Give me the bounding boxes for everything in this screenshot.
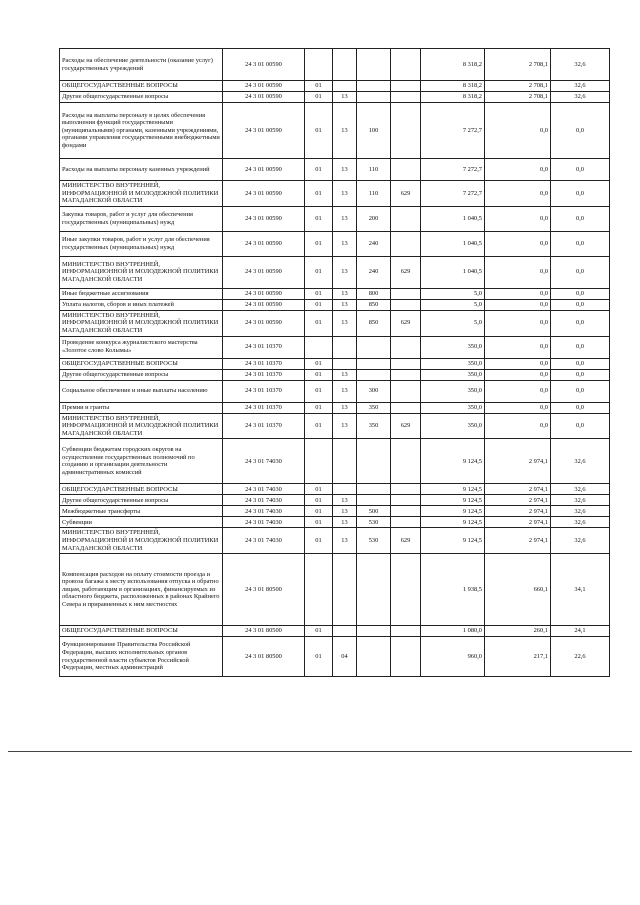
cell-fact: 0,0 — [485, 288, 551, 299]
cell-name: Межбюджетные трансферты — [60, 506, 223, 517]
cell-sub: 13 — [333, 256, 357, 288]
cell-plan: 7 272,7 — [421, 181, 485, 207]
cell-plan: 350,0 — [421, 369, 485, 380]
cell-plan: 960,0 — [421, 637, 485, 677]
cell-code: 24 3 01 00590 — [223, 299, 305, 310]
cell-code: 24 3 01 80500 — [223, 554, 305, 626]
cell-name: Функционирование Правительства Российской Федерации, высших исполнительных органов государственной власти субъектов Российской Федерации, местных администраций — [60, 637, 223, 677]
cell-name: МИНИСТЕРСТВО ВНУТРЕННЕЙ, ИНФОРМАЦИОННОЙ И МОЛОДЕЖНОЙ ПОЛИТИКИ МАГАДАНСКОЙ ОБЛАСТИ — [60, 528, 223, 554]
cell-sub: 13 — [333, 92, 357, 103]
cell-gr — [391, 358, 421, 369]
cell-code: 24 3 01 80500 — [223, 626, 305, 637]
cell-gr: 629 — [391, 528, 421, 554]
cell-gr — [391, 506, 421, 517]
cell-sub — [333, 626, 357, 637]
cell-fact: 2 708,1 — [485, 92, 551, 103]
cell-fact: 2 974,1 — [485, 439, 551, 484]
cell-fact: 660,1 — [485, 554, 551, 626]
cell-gr — [391, 439, 421, 484]
cell-code: 24 3 01 00590 — [223, 81, 305, 92]
cell-gr — [391, 495, 421, 506]
cell-plan: 1 938,5 — [421, 554, 485, 626]
cell-vr — [357, 554, 391, 626]
table-row — [60, 626, 610, 637]
cell-name: Субвенции бюджетам городских округов на осуществление государственных полномочий по созданию и организации деятельности административных комиссий — [60, 439, 223, 484]
cell-sub — [333, 439, 357, 484]
cell-pct: 32,6 — [551, 517, 610, 528]
cell-plan: 350,0 — [421, 380, 485, 402]
cell-code: 24 3 01 74030 — [223, 506, 305, 517]
cell-name: Иные закупки товаров, работ и услуг для обеспечения государственных (муниципальных) нужд — [60, 231, 223, 256]
table-row — [60, 103, 610, 159]
cell-sec: 01 — [305, 206, 333, 231]
table-row — [60, 506, 610, 517]
cell-fact: 2 708,1 — [485, 81, 551, 92]
cell-sec: 01 — [305, 402, 333, 413]
cell-gr — [391, 81, 421, 92]
cell-pct: 0,0 — [551, 181, 610, 207]
cell-vr — [357, 92, 391, 103]
cell-name: Компенсация расходов на оплату стоимости проезда и провоза багажа к месту использования отпуска и обратно лицам, работающим в организациях, финансируемых из областного бюджета, расположенных в районах Крайнего Севера и приравненных к ним местностях — [60, 554, 223, 626]
table-row — [60, 413, 610, 439]
cell-sec: 01 — [305, 517, 333, 528]
cell-pct: 0,0 — [551, 103, 610, 159]
cell-name: Социальное обеспечение и иные выплаты населению — [60, 380, 223, 402]
cell-pct: 32,6 — [551, 92, 610, 103]
cell-plan: 9 124,5 — [421, 439, 485, 484]
cell-plan: 8 318,2 — [421, 92, 485, 103]
cell-sec: 01 — [305, 92, 333, 103]
cell-name: Субвенции — [60, 517, 223, 528]
cell-gr — [391, 336, 421, 358]
cell-sub: 04 — [333, 637, 357, 677]
cell-pct: 0,0 — [551, 413, 610, 439]
table-row — [60, 358, 610, 369]
cell-sub: 13 — [333, 506, 357, 517]
cell-vr — [357, 336, 391, 358]
cell-code: 24 3 01 00590 — [223, 256, 305, 288]
table-row — [60, 81, 610, 92]
cell-vr — [357, 369, 391, 380]
cell-plan: 7 272,7 — [421, 103, 485, 159]
table-row — [60, 554, 610, 626]
cell-name: Закупка товаров, работ и услуг для обеспечения государственных (муниципальных) нужд — [60, 206, 223, 231]
cell-gr — [391, 626, 421, 637]
cell-fact: 2 974,1 — [485, 517, 551, 528]
cell-sec — [305, 336, 333, 358]
cell-code: 24 3 01 10370 — [223, 358, 305, 369]
cell-fact: 2 708,1 — [485, 49, 551, 81]
cell-vr — [357, 358, 391, 369]
cell-name: ОБЩЕГОСУДАРСТВЕННЫЕ ВОПРОСЫ — [60, 81, 223, 92]
cell-vr — [357, 439, 391, 484]
table-row — [60, 231, 610, 256]
cell-code: 24 3 01 74030 — [223, 495, 305, 506]
cell-plan: 350,0 — [421, 413, 485, 439]
cell-sec — [305, 554, 333, 626]
cell-code: 24 3 01 10370 — [223, 413, 305, 439]
cell-sec: 01 — [305, 81, 333, 92]
cell-pct: 0,0 — [551, 380, 610, 402]
cell-gr — [391, 554, 421, 626]
cell-fact: 0,0 — [485, 159, 551, 181]
cell-pct: 32,6 — [551, 81, 610, 92]
cell-gr — [391, 299, 421, 310]
cell-gr — [391, 288, 421, 299]
cell-code: 24 3 01 00590 — [223, 103, 305, 159]
cell-vr: 530 — [357, 517, 391, 528]
cell-plan: 9 124,5 — [421, 484, 485, 495]
cell-vr: 350 — [357, 413, 391, 439]
cell-pct: 32,6 — [551, 49, 610, 81]
cell-plan: 9 124,5 — [421, 506, 485, 517]
table-body — [60, 49, 610, 677]
cell-gr — [391, 92, 421, 103]
cell-gr — [391, 49, 421, 81]
table-row — [60, 369, 610, 380]
cell-code: 24 3 01 74030 — [223, 484, 305, 495]
cell-pct: 32,6 — [551, 506, 610, 517]
cell-sec: 01 — [305, 103, 333, 159]
cell-vr — [357, 49, 391, 81]
cell-fact: 0,0 — [485, 256, 551, 288]
cell-gr — [391, 637, 421, 677]
cell-vr: 240 — [357, 256, 391, 288]
cell-name: Другие общегосударственные вопросы — [60, 369, 223, 380]
cell-plan: 7 272,7 — [421, 159, 485, 181]
cell-code: 24 3 01 00590 — [223, 181, 305, 207]
cell-sec: 01 — [305, 358, 333, 369]
cell-name: Иные бюджетные ассигнования — [60, 288, 223, 299]
cell-sub: 13 — [333, 206, 357, 231]
cell-pct: 32,6 — [551, 484, 610, 495]
cell-sec: 01 — [305, 299, 333, 310]
cell-vr: 350 — [357, 402, 391, 413]
cell-gr: 629 — [391, 413, 421, 439]
table-row — [60, 517, 610, 528]
cell-name: Расходы на выплаты персоналу казенных учреждений — [60, 159, 223, 181]
cell-fact: 0,0 — [485, 181, 551, 207]
cell-pct: 24,1 — [551, 626, 610, 637]
table-row — [60, 439, 610, 484]
cell-plan: 5,0 — [421, 310, 485, 336]
cell-pct: 0,0 — [551, 206, 610, 231]
cell-pct: 34,1 — [551, 554, 610, 626]
cell-fact: 0,0 — [485, 413, 551, 439]
cell-sec: 01 — [305, 288, 333, 299]
cell-pct: 0,0 — [551, 402, 610, 413]
page-bottom-rule — [8, 751, 632, 752]
cell-name: МИНИСТЕРСТВО ВНУТРЕННЕЙ, ИНФОРМАЦИОННОЙ И МОЛОДЕЖНОЙ ПОЛИТИКИ МАГАДАНСКОЙ ОБЛАСТИ — [60, 413, 223, 439]
cell-sub: 13 — [333, 159, 357, 181]
cell-gr — [391, 484, 421, 495]
cell-sec: 01 — [305, 484, 333, 495]
cell-plan: 350,0 — [421, 358, 485, 369]
cell-sub — [333, 484, 357, 495]
cell-fact: 2 974,1 — [485, 495, 551, 506]
cell-vr: 530 — [357, 528, 391, 554]
cell-fact: 0,0 — [485, 336, 551, 358]
cell-fact: 0,0 — [485, 299, 551, 310]
table-row — [60, 495, 610, 506]
cell-gr — [391, 159, 421, 181]
cell-sub: 13 — [333, 103, 357, 159]
cell-fact: 0,0 — [485, 231, 551, 256]
table-row — [60, 92, 610, 103]
cell-fact: 260,1 — [485, 626, 551, 637]
cell-vr — [357, 637, 391, 677]
cell-plan: 1 040,5 — [421, 256, 485, 288]
cell-gr — [391, 231, 421, 256]
cell-pct: 0,0 — [551, 358, 610, 369]
cell-name: МИНИСТЕРСТВО ВНУТРЕННЕЙ, ИНФОРМАЦИОННОЙ И МОЛОДЕЖНОЙ ПОЛИТИКИ МАГАДАНСКОЙ ОБЛАСТИ — [60, 181, 223, 207]
cell-sub: 13 — [333, 517, 357, 528]
cell-plan: 9 124,5 — [421, 528, 485, 554]
cell-sub: 13 — [333, 495, 357, 506]
table-row — [60, 528, 610, 554]
cell-sec: 01 — [305, 256, 333, 288]
cell-code: 24 3 01 10370 — [223, 369, 305, 380]
cell-vr: 500 — [357, 506, 391, 517]
cell-sub — [333, 336, 357, 358]
cell-sec: 01 — [305, 495, 333, 506]
cell-pct: 0,0 — [551, 256, 610, 288]
cell-gr — [391, 402, 421, 413]
cell-fact: 2 974,1 — [485, 506, 551, 517]
cell-name: Другие общегосударственные вопросы — [60, 495, 223, 506]
cell-sub: 13 — [333, 369, 357, 380]
cell-code: 24 3 01 00590 — [223, 206, 305, 231]
cell-plan: 1 040,5 — [421, 231, 485, 256]
table-row — [60, 637, 610, 677]
cell-code: 24 3 01 00590 — [223, 310, 305, 336]
table-row — [60, 181, 610, 207]
cell-fact: 2 974,1 — [485, 528, 551, 554]
cell-name: ОБЩЕГОСУДАРСТВЕННЫЕ ВОПРОСЫ — [60, 484, 223, 495]
cell-plan: 9 124,5 — [421, 517, 485, 528]
cell-fact: 0,0 — [485, 358, 551, 369]
cell-sec: 01 — [305, 637, 333, 677]
cell-sec: 01 — [305, 369, 333, 380]
cell-vr: 850 — [357, 299, 391, 310]
cell-code: 24 3 01 00590 — [223, 231, 305, 256]
cell-vr: 110 — [357, 181, 391, 207]
cell-pct: 22,6 — [551, 637, 610, 677]
table-row — [60, 484, 610, 495]
cell-vr: 850 — [357, 310, 391, 336]
cell-fact: 0,0 — [485, 402, 551, 413]
cell-fact: 217,1 — [485, 637, 551, 677]
table-row — [60, 310, 610, 336]
cell-gr: 629 — [391, 256, 421, 288]
table-row — [60, 299, 610, 310]
cell-code: 24 3 01 00590 — [223, 92, 305, 103]
cell-fact: 0,0 — [485, 380, 551, 402]
cell-code: 24 3 01 74030 — [223, 439, 305, 484]
cell-vr — [357, 81, 391, 92]
cell-gr — [391, 103, 421, 159]
cell-sec: 01 — [305, 159, 333, 181]
cell-plan: 8 318,2 — [421, 81, 485, 92]
cell-sec: 01 — [305, 310, 333, 336]
cell-name: Уплата налогов, сборов и иных платежей — [60, 299, 223, 310]
cell-code: 24 3 01 74030 — [223, 517, 305, 528]
cell-name: Другие общегосударственные вопросы — [60, 92, 223, 103]
cell-code: 24 3 01 10370 — [223, 402, 305, 413]
cell-vr — [357, 484, 391, 495]
cell-sub — [333, 554, 357, 626]
cell-sec — [305, 439, 333, 484]
cell-name: Проведение конкурса журналистского мастерства «Золотое слово Колымы» — [60, 336, 223, 358]
table-row — [60, 402, 610, 413]
cell-gr — [391, 369, 421, 380]
cell-name: МИНИСТЕРСТВО ВНУТРЕННЕЙ, ИНФОРМАЦИОННОЙ И МОЛОДЕЖНОЙ ПОЛИТИКИ МАГАДАНСКОЙ ОБЛАСТИ — [60, 310, 223, 336]
cell-gr: 629 — [391, 181, 421, 207]
cell-plan: 8 318,2 — [421, 49, 485, 81]
cell-pct: 32,6 — [551, 439, 610, 484]
cell-vr: 240 — [357, 231, 391, 256]
cell-name: Премии и гранты — [60, 402, 223, 413]
cell-vr — [357, 626, 391, 637]
cell-sub: 13 — [333, 380, 357, 402]
cell-sec: 01 — [305, 506, 333, 517]
cell-vr: 800 — [357, 288, 391, 299]
cell-sub — [333, 358, 357, 369]
cell-vr — [357, 495, 391, 506]
cell-sub: 13 — [333, 528, 357, 554]
cell-code: 24 3 01 80500 — [223, 637, 305, 677]
cell-code: 24 3 01 10370 — [223, 336, 305, 358]
cell-fact: 2 974,1 — [485, 484, 551, 495]
cell-sec: 01 — [305, 626, 333, 637]
cell-code: 24 3 01 10370 — [223, 380, 305, 402]
cell-fact: 0,0 — [485, 310, 551, 336]
cell-plan: 350,0 — [421, 336, 485, 358]
table-row — [60, 256, 610, 288]
cell-sec — [305, 49, 333, 81]
cell-fact: 0,0 — [485, 103, 551, 159]
cell-code: 24 3 01 00590 — [223, 49, 305, 81]
cell-gr — [391, 517, 421, 528]
cell-name: ОБЩЕГОСУДАРСТВЕННЫЕ ВОПРОСЫ — [60, 626, 223, 637]
cell-pct: 0,0 — [551, 299, 610, 310]
cell-sub: 13 — [333, 413, 357, 439]
table-row — [60, 206, 610, 231]
cell-pct: 0,0 — [551, 288, 610, 299]
cell-sec: 01 — [305, 231, 333, 256]
cell-gr — [391, 380, 421, 402]
cell-pct: 32,6 — [551, 528, 610, 554]
cell-sub: 13 — [333, 402, 357, 413]
cell-plan: 9 124,5 — [421, 495, 485, 506]
cell-name: Расходы на выплаты персоналу в целях обеспечения выполнения функций государственными (муниципальными) органами, казенными учреждениями, органами управления государственными внебюджетными фондами — [60, 103, 223, 159]
cell-sub — [333, 81, 357, 92]
cell-vr: 110 — [357, 159, 391, 181]
cell-sub — [333, 49, 357, 81]
table-row — [60, 288, 610, 299]
cell-fact: 0,0 — [485, 206, 551, 231]
table-row — [60, 380, 610, 402]
cell-code: 24 3 01 00590 — [223, 159, 305, 181]
cell-vr: 100 — [357, 103, 391, 159]
cell-pct: 0,0 — [551, 231, 610, 256]
cell-sec: 01 — [305, 413, 333, 439]
cell-sub: 13 — [333, 231, 357, 256]
cell-plan: 350,0 — [421, 402, 485, 413]
cell-vr: 200 — [357, 206, 391, 231]
cell-pct: 32,6 — [551, 495, 610, 506]
table-row — [60, 159, 610, 181]
cell-pct: 0,0 — [551, 369, 610, 380]
cell-plan: 5,0 — [421, 299, 485, 310]
cell-plan: 5,0 — [421, 288, 485, 299]
cell-pct: 0,0 — [551, 159, 610, 181]
table-row — [60, 336, 610, 358]
cell-pct: 0,0 — [551, 336, 610, 358]
cell-name: Расходы на обеспечение деятельности (оказание услуг) государственных учреждений — [60, 49, 223, 81]
cell-gr: 629 — [391, 310, 421, 336]
cell-code: 24 3 01 00590 — [223, 288, 305, 299]
cell-plan: 1 080,0 — [421, 626, 485, 637]
table-row — [60, 49, 610, 81]
cell-sec: 01 — [305, 181, 333, 207]
cell-sub: 13 — [333, 288, 357, 299]
cell-sub: 13 — [333, 310, 357, 336]
cell-gr — [391, 206, 421, 231]
cell-sub: 13 — [333, 181, 357, 207]
cell-sub: 13 — [333, 299, 357, 310]
cell-plan: 1 040,5 — [421, 206, 485, 231]
cell-code: 24 3 01 74030 — [223, 528, 305, 554]
cell-fact: 0,0 — [485, 369, 551, 380]
cell-pct: 0,0 — [551, 310, 610, 336]
cell-name: МИНИСТЕРСТВО ВНУТРЕННЕЙ, ИНФОРМАЦИОННОЙ И МОЛОДЕЖНОЙ ПОЛИТИКИ МАГАДАНСКОЙ ОБЛАСТИ — [60, 256, 223, 288]
cell-vr: 300 — [357, 380, 391, 402]
cell-sec: 01 — [305, 528, 333, 554]
cell-sec: 01 — [305, 380, 333, 402]
cell-name: ОБЩЕГОСУДАРСТВЕННЫЕ ВОПРОСЫ — [60, 358, 223, 369]
budget-execution-table — [59, 48, 610, 677]
